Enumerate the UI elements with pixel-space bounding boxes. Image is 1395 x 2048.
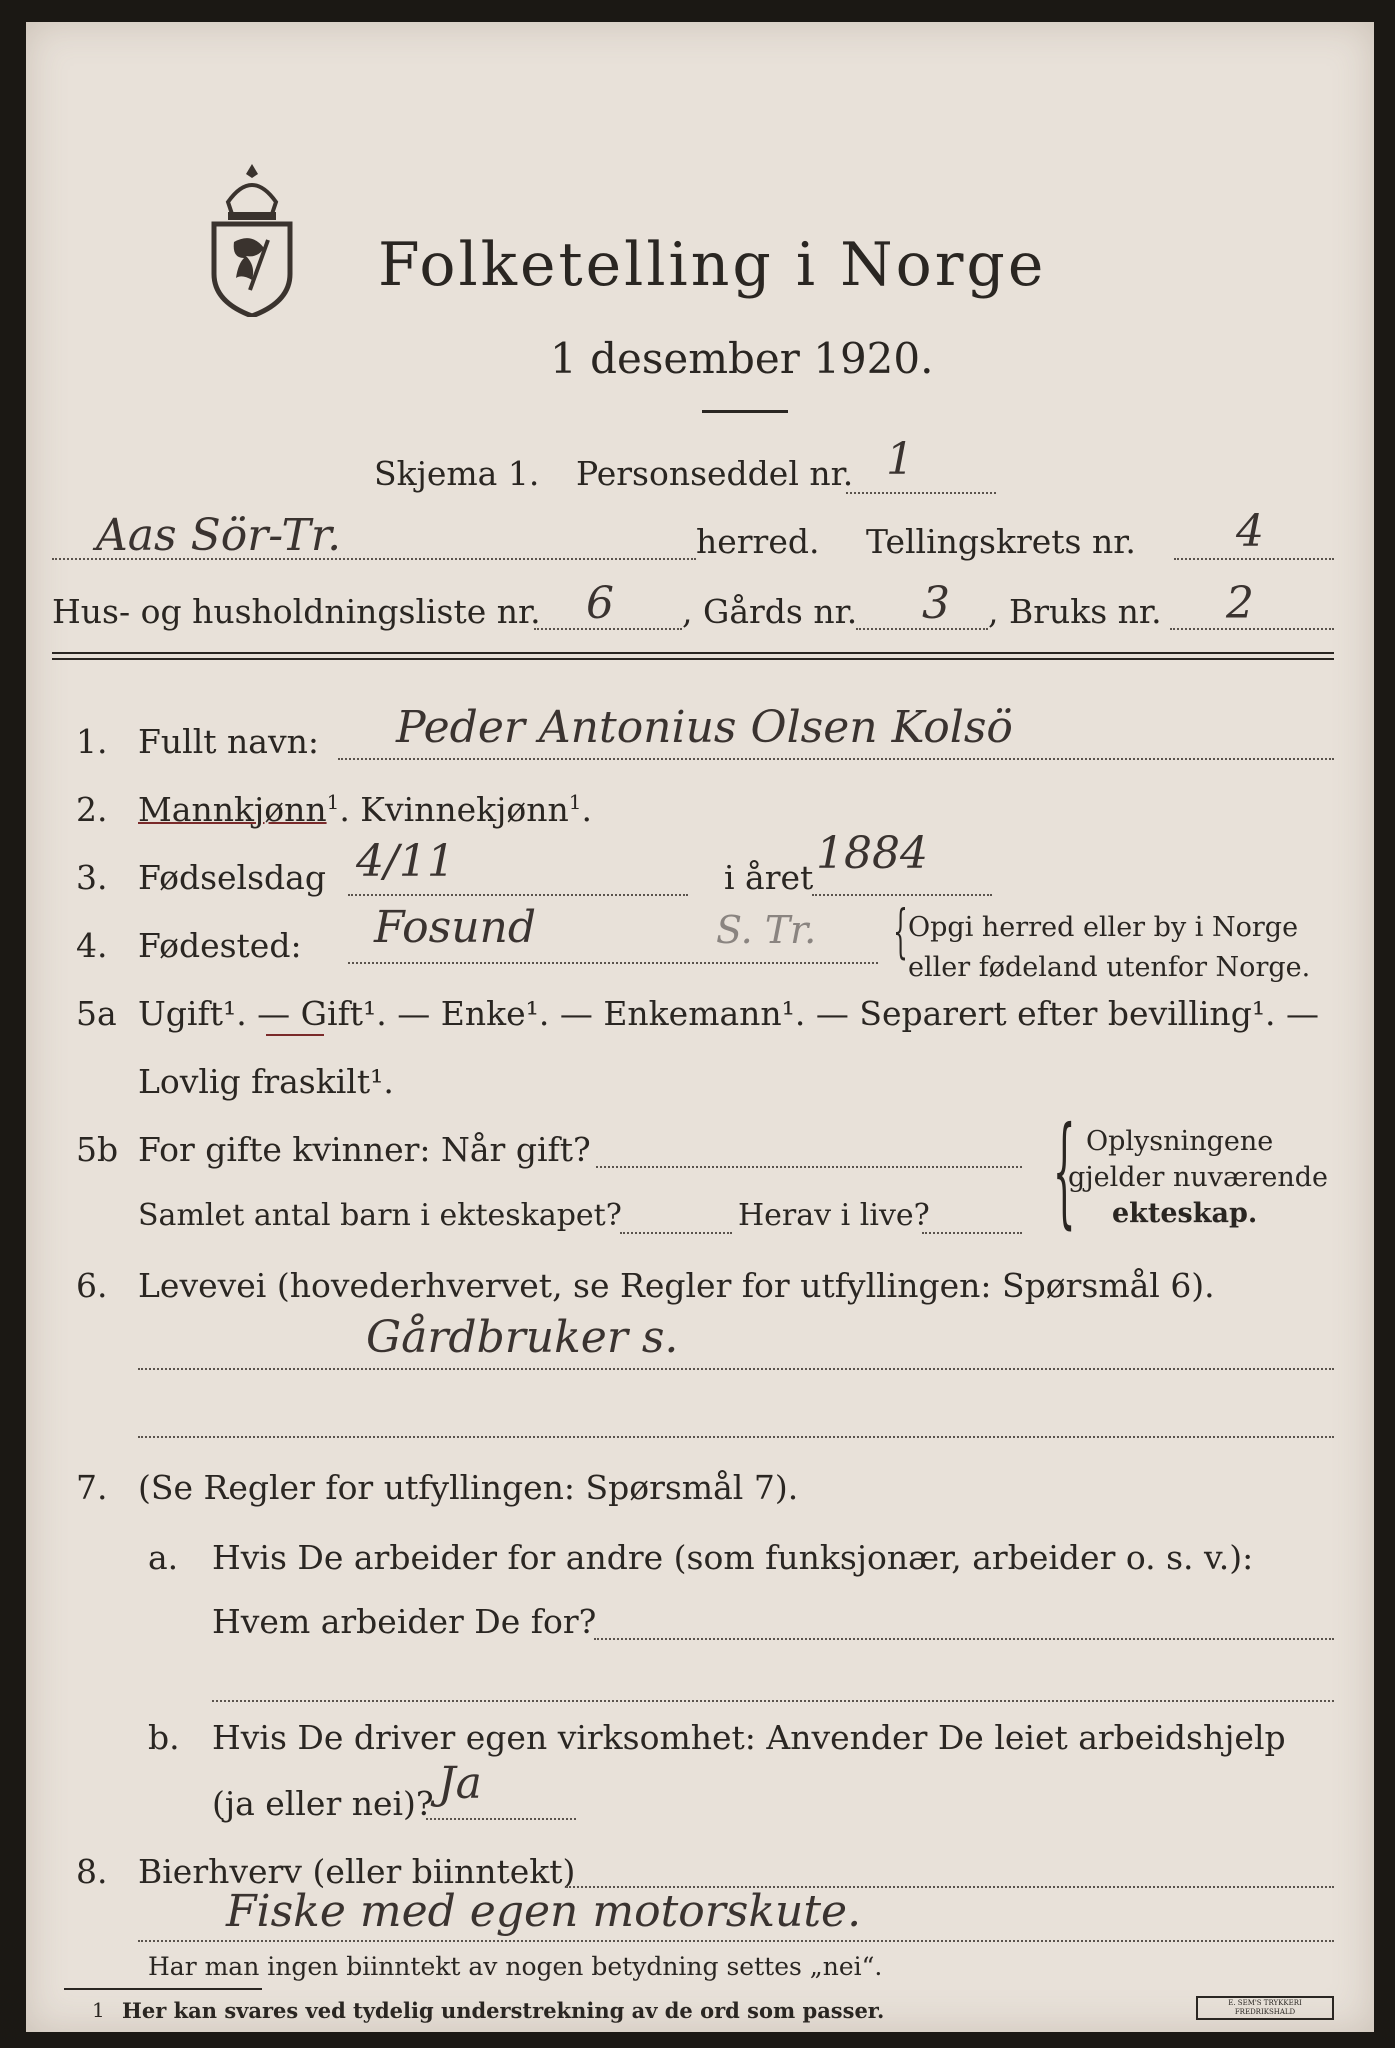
q5b-note-line1: Oplysningene [1086,1126,1274,1157]
q5b-number: 5b [76,1130,119,1169]
footnote-marker: 1 [568,790,582,814]
q7-number: 7. [76,1468,108,1507]
hus-value[interactable]: 6 [586,578,614,629]
q3-number: 3. [76,858,108,897]
q7a-letter: a. [148,1538,179,1577]
form-subtitle: 1 desember 1920. [550,334,934,383]
q7a-employer-line-2 [212,1700,1334,1702]
side-income-value[interactable]: Fiske med egen motorskute. [226,1886,862,1937]
q4-brace: { [893,897,908,965]
gards-value[interactable]: 3 [922,578,950,629]
q7b-line1: Hvis De driver egen virksomhet: Anvender De leiet arbeidshjelp [212,1718,1286,1757]
q4-line [348,962,878,964]
q6-line-2 [138,1436,1334,1438]
q5b-children-label: Samlet antal barn i ekteskapet? [138,1198,622,1233]
q7b-hired-help-label: (ja eller nei)? [212,1784,434,1823]
q1-line [338,758,1334,760]
q1-label: Fullt navn: [138,722,319,761]
footnote-text: Her kan svares ved tydelig understrekning av de ord som passer. [122,1998,885,2023]
q5b-note-line2: gjelder nuværende [1068,1162,1328,1193]
census-form-page [26,22,1374,2032]
personseddel-value[interactable]: 1 [886,434,914,485]
gards-label: , Gårds nr. [682,592,858,631]
birthday-value[interactable]: 4/11 [356,836,455,887]
hus-label: Hus- og husholdningsliste nr. [52,592,541,631]
q7-label: (Se Regler for utfyllingen: Spørsmål 7). [138,1468,799,1507]
q5a-number: 5a [76,994,117,1033]
bruks-value[interactable]: 2 [1226,578,1254,629]
printer-stamp: E. SEM'S TRYKKERI FREDRIKSHALD [1196,1996,1334,2020]
q6-number: 6. [76,1266,108,1305]
q5b-when-married-label: For gifte kvinner: Når gift? [138,1130,591,1169]
full-name-value[interactable]: Peder Antonius Olsen Kolsö [396,702,1013,753]
q5b-alive-line [922,1232,1022,1234]
q4-label: Fødested: [138,926,302,965]
title-divider [702,410,788,413]
marital-status-options-2[interactable]: Lovlig fraskilt¹. [138,1062,394,1101]
q8-note: Har man ingen biinntekt av nogen betydning settes „nei“. [148,1952,883,1981]
q2-number: 2. [76,790,108,829]
personseddel-line [846,492,996,494]
tellingskrets-value[interactable]: 4 [1236,506,1264,557]
q4-note-line1: Opgi herred eller by i Norge [908,912,1299,943]
q2-end: . [581,790,593,829]
coat-of-arms-icon [206,162,298,317]
male-option[interactable]: Mannkjønn [138,790,327,829]
gift-underline [266,1034,324,1036]
q7b-letter: b. [148,1718,180,1757]
footnote-marker: 1 [326,790,340,814]
q4-number: 4. [76,926,108,965]
birthplace-value[interactable]: Fosund [374,902,537,953]
q7b-hired-help-line [426,1818,576,1820]
hired-help-value[interactable]: Ja [438,1758,482,1809]
q5b-children-line [620,1232,732,1234]
occupation-value[interactable]: Gårdbruker s. [366,1312,679,1363]
q3-year-line [812,894,992,896]
female-option[interactable]: . Kvinnekjønn [339,790,569,829]
tellingskrets-line [1174,558,1334,560]
q8-line-2 [138,1940,1334,1942]
q5b-alive-label: Herav i live? [738,1198,930,1233]
schema-label: Skjema 1. [374,454,540,493]
header-divider-bottom [52,658,1334,660]
bruks-label: , Bruks nr. [988,592,1162,631]
q5b-when-line [596,1166,1022,1168]
q7a-employer-label: Hvem arbeider De for? [212,1602,597,1641]
marital-status-options[interactable]: Ugift¹. — Gift¹. — Enke¹. — Enkemann¹. — Separert efter bevilling¹. — [138,994,1320,1033]
q2-gender-line [138,790,592,829]
herred-label: herred. [696,522,820,561]
q7a-line1: Hvis De arbeider for andre (som funksjonær, arbeider o. s. v.): [212,1538,1254,1577]
q8-label: Bierhverv (eller biinntekt) [138,1852,576,1891]
footnote-divider [64,1988,262,1990]
q7a-employer-line-1 [594,1638,1334,1640]
birth-year-value[interactable]: 1884 [816,828,928,879]
q3-line [348,894,688,896]
personseddel-label: Personseddel nr. [576,454,854,493]
q6-label: Levevei (hovederhvervet, se Regler for utfyllingen: Spørsmål 6). [138,1266,1215,1305]
q6-line-1 [138,1368,1334,1370]
q4-note-line2: eller fødeland utenfor Norge. [908,952,1311,983]
q1-number: 1. [76,722,108,761]
form-title: Folketelling i Norge [378,230,1047,300]
tellingskrets-label: Tellingskrets nr. [866,522,1136,561]
header-divider-top [52,652,1334,654]
q5b-brace: { [1052,1102,1076,1241]
birthplace-region[interactable]: S. Tr. [716,908,817,952]
q8-number: 8. [76,1852,108,1891]
q5b-note-line3: ekteskap. [1112,1198,1258,1229]
footnote-number: 1 [92,1998,105,2022]
herred-value[interactable]: Aas Sör-Tr. [96,510,342,561]
q3-year-label: i året [724,858,814,897]
q3-label: Fødselsdag [138,858,326,897]
